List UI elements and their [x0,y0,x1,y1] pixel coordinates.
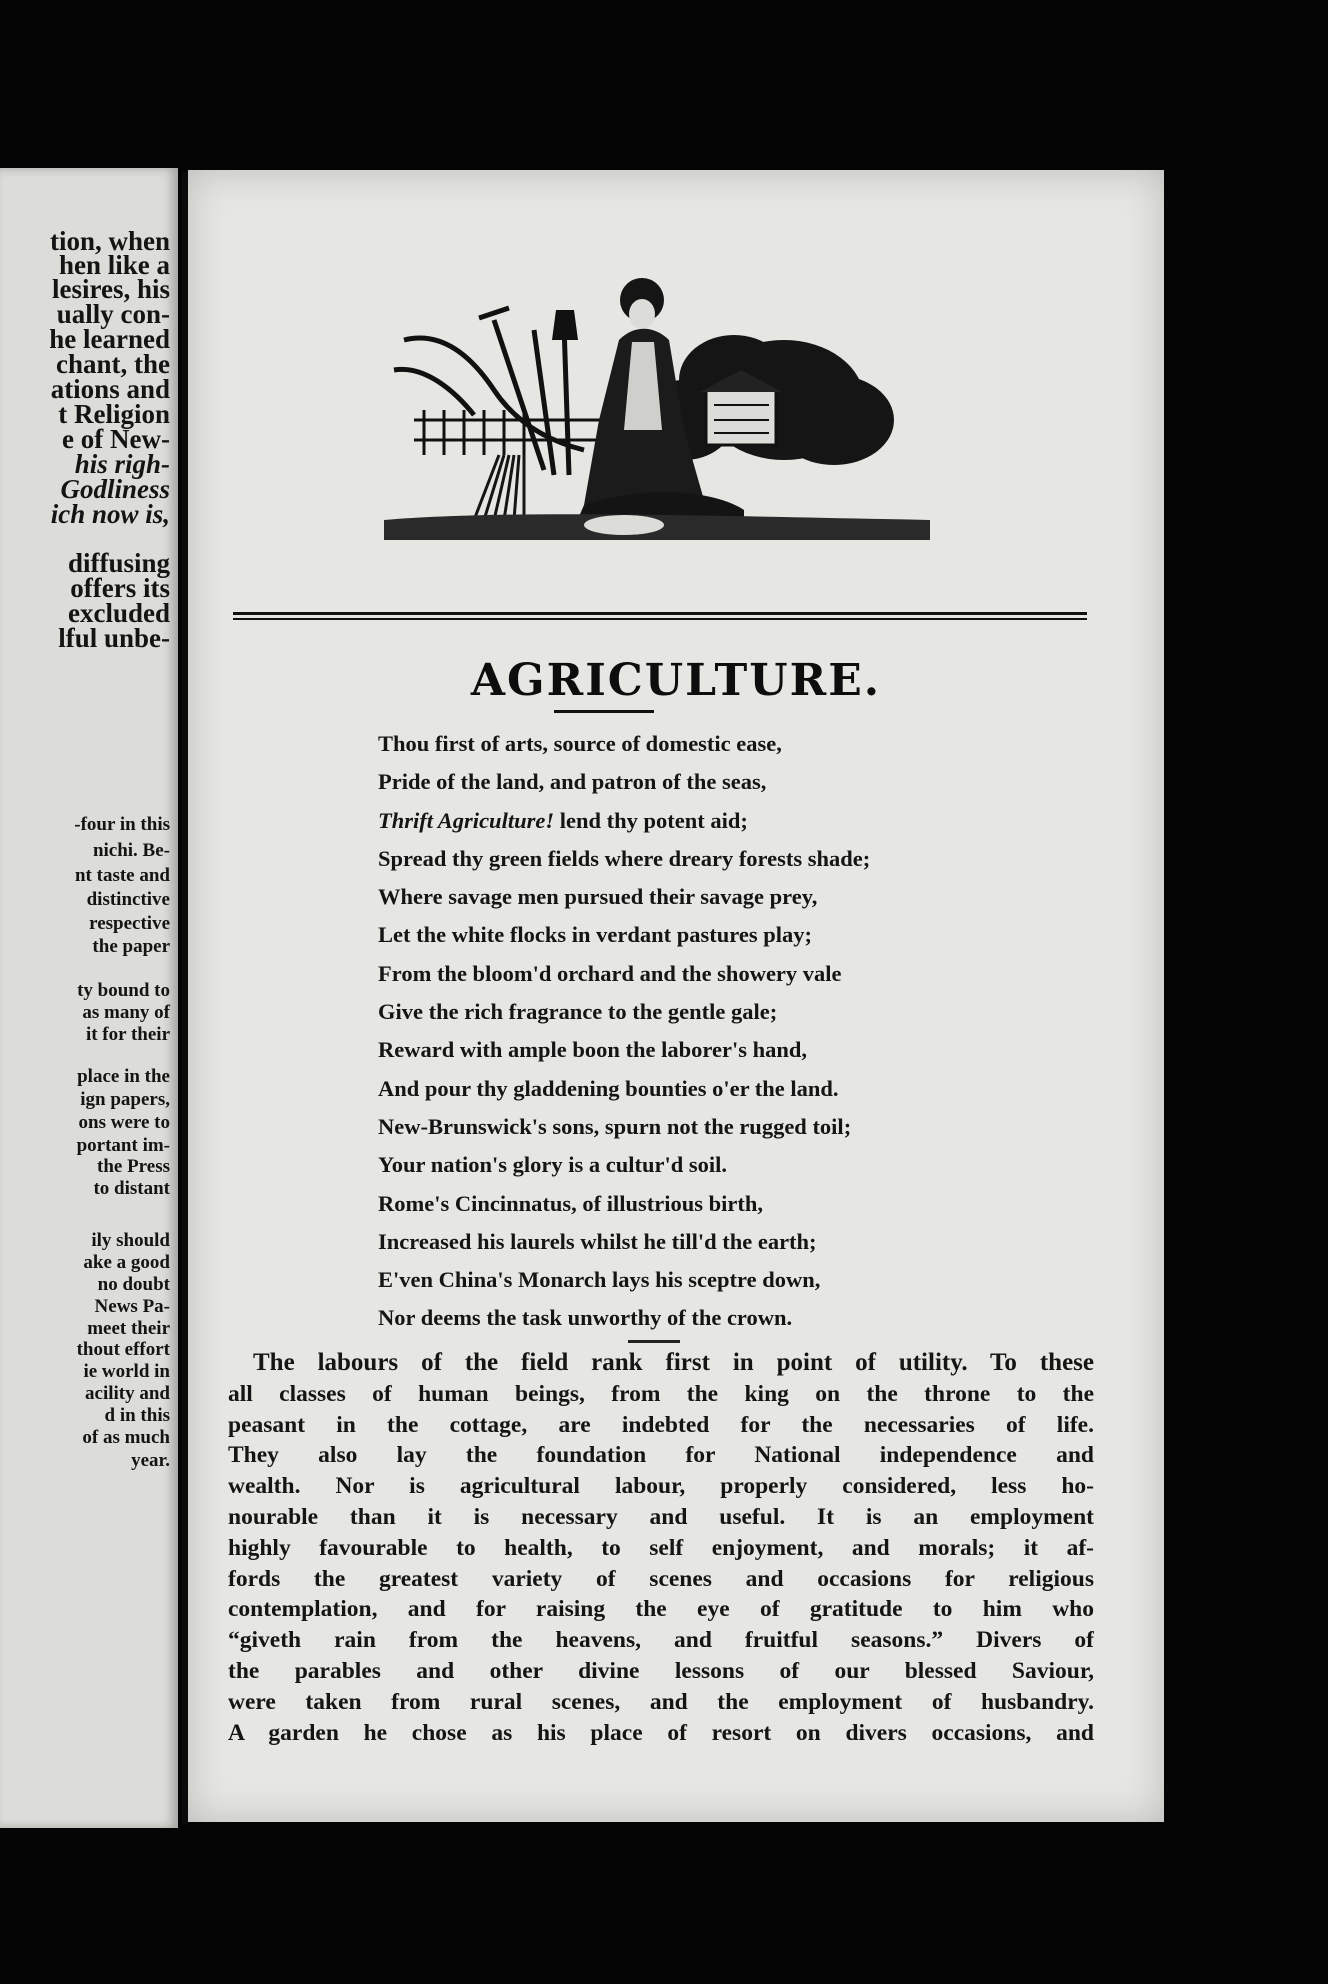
left-page-fragment: it for their [85,1024,170,1045]
poem-line-text: Where savage men pursued their savage prey, [378,884,818,910]
left-page-fragment: d in this [104,1405,170,1426]
body-line: all classes of human beings, from the king on the throne to the [228,1380,1094,1407]
left-page-fragment: tion, when [49,226,170,256]
left-page-fragment: to distant [93,1178,170,1199]
poem-line-text: Pride of the land, and patron of the seas, [378,769,767,795]
poem-line [378,840,1098,878]
left-page-fragment: his righ- [74,449,170,479]
poem-separator [628,1340,680,1343]
left-page-fragment: ily should [91,1230,170,1251]
poem-line [378,725,1098,763]
newspaper-page [188,170,1164,1822]
body-line: fords the greatest variety of scenes and occasions for religious [228,1565,1094,1592]
poem-line-text: From the bloom'd orchard and the showery vale [378,960,842,986]
left-page-fragment: ons were to [78,1112,170,1133]
body-line: A garden he chose as his place of resort on divers occasions, and [228,1719,1094,1746]
poem-line-text: Increased his laurels whilst he till'd the earth; [378,1228,817,1254]
body-line: were taken from rural scenes, and the employment of husbandry. [228,1688,1094,1715]
left-page-fragment: -four in this [74,814,170,835]
left-page-fragment: ich now is, [50,499,170,529]
poem-line-text: And pour thy gladdening bounties o'er the land. [378,1075,839,1101]
poem-line-text: New-Brunswick's sons, spurn not the rugged toil; [378,1113,852,1139]
poem-line-text: E'ven China's Monarch lays his sceptre down, [378,1267,821,1293]
poem-line-text: Thou first of arts, source of domestic ease, [378,731,782,756]
poem-line-text: Your nation's glory is a cultur'd soil. [378,1152,728,1178]
poem-line-text: Nor deems the task unworthy of the crown. [378,1305,793,1331]
left-page-fragment: ie world in [83,1361,170,1382]
body-line: The labours of the field rank first in point of utility. To these [253,1349,1094,1376]
body-line: nourable than it is necessary and useful. It is an employment [228,1503,1094,1530]
left-page-fragment: distinctive [86,889,170,910]
poem-line [378,1070,1098,1108]
title-double-rule-bottom [233,618,1087,620]
poem-line-text: Rome's Cincinnatus, of illustrious birth, [378,1190,764,1216]
previous-page-strip [0,168,178,1828]
left-page-fragment: meet their [87,1318,170,1339]
body-line: the parables and other divine lessons of our blessed Saviour, [228,1657,1094,1684]
left-page-fragment: hen like a [58,250,170,280]
body-line: highly favourable to health, to self enjoyment, and morals; it af- [228,1534,1094,1561]
left-page-fragment: e of New- [62,424,170,454]
poem-line [378,1261,1098,1299]
poem-line [378,1299,1098,1337]
body-line: “giveth rain from the heavens, and fruitful seasons.” Divers of [228,1627,1094,1654]
left-page-fragment: the Press [97,1156,170,1177]
poem-line-text: lend thy potent aid; [554,807,748,833]
title-underline [554,710,654,713]
agriculture-allegory-woodcut-icon [384,270,930,540]
left-page-fragment: place in the [77,1066,170,1087]
left-page-fragment: year. [131,1450,170,1471]
poem-line-text: Let the white flocks in verdant pastures play; [378,922,812,948]
left-page-fragment: nt taste and [74,865,170,886]
left-page-fragment: t Religion [58,399,170,429]
left-page-fragment: thout effort [76,1339,170,1360]
body-line: peasant in the cottage, are indebted for the necessaries of life. [228,1411,1094,1438]
poem-line [378,1223,1098,1261]
left-page-fragment: ty bound to [77,980,170,1001]
article-body [228,1348,1094,1748]
poem-line-italic: Thrift Agriculture! [378,807,555,833]
poem-line-text: Give the rich fragrance to the gentle gale; [378,999,778,1025]
poem-line [378,993,1098,1031]
poem-line-text: Spread thy green fields where dreary forests shade; [378,845,871,871]
poem-line [378,1146,1098,1184]
left-page-fragment: chant, the [56,349,170,379]
left-page-fragment: acility and [85,1383,170,1404]
poem-line [378,1108,1098,1146]
left-page-fragment: no doubt [97,1274,170,1295]
left-page-fragment: ake a good [83,1252,170,1273]
poem-line-text: Reward with ample boon the laborer's hand, [378,1037,807,1063]
poem-line [378,878,1098,916]
poem [378,725,1098,1338]
body-line: They also lay the foundation for National independence and [228,1442,1094,1469]
left-page-fragment: ually con- [56,299,170,329]
left-page-fragment: Godliness [60,474,170,504]
left-page-fragment: as many of [82,1002,170,1023]
article-title: AGRICULTURE. [470,655,882,706]
poem-line [378,1185,1098,1223]
left-page-fragment: lesires, his [51,274,170,304]
body-line: wealth. Nor is agricultural labour, properly considered, less ho- [228,1473,1094,1500]
left-page-fragment: ign papers, [80,1089,170,1110]
left-page-fragment: of as much [82,1427,170,1448]
left-page-fragment: nichi. Be- [92,840,170,861]
poem-line [378,763,1098,801]
left-page-fragment: portant im- [76,1135,170,1156]
left-page-fragment: News Pa- [94,1296,170,1317]
left-page-fragment: respective [89,913,170,934]
left-page-fragment: the paper [92,936,170,957]
left-page-fragment: excluded [67,598,170,628]
poem-line [378,1031,1098,1069]
left-page-fragment: offers its [70,573,170,603]
left-page-fragment: ations and [50,374,170,404]
poem-line [378,955,1098,993]
left-page-fragment: lful unbe- [58,623,170,653]
title-double-rule-top [233,612,1087,615]
left-page-fragment: he learned [49,324,170,354]
poem-line [378,802,1098,840]
body-line: contemplation, and for raising the eye of gratitude to him who [228,1596,1094,1623]
poem-line [378,916,1098,954]
left-page-fragment: diffusing [67,548,170,578]
